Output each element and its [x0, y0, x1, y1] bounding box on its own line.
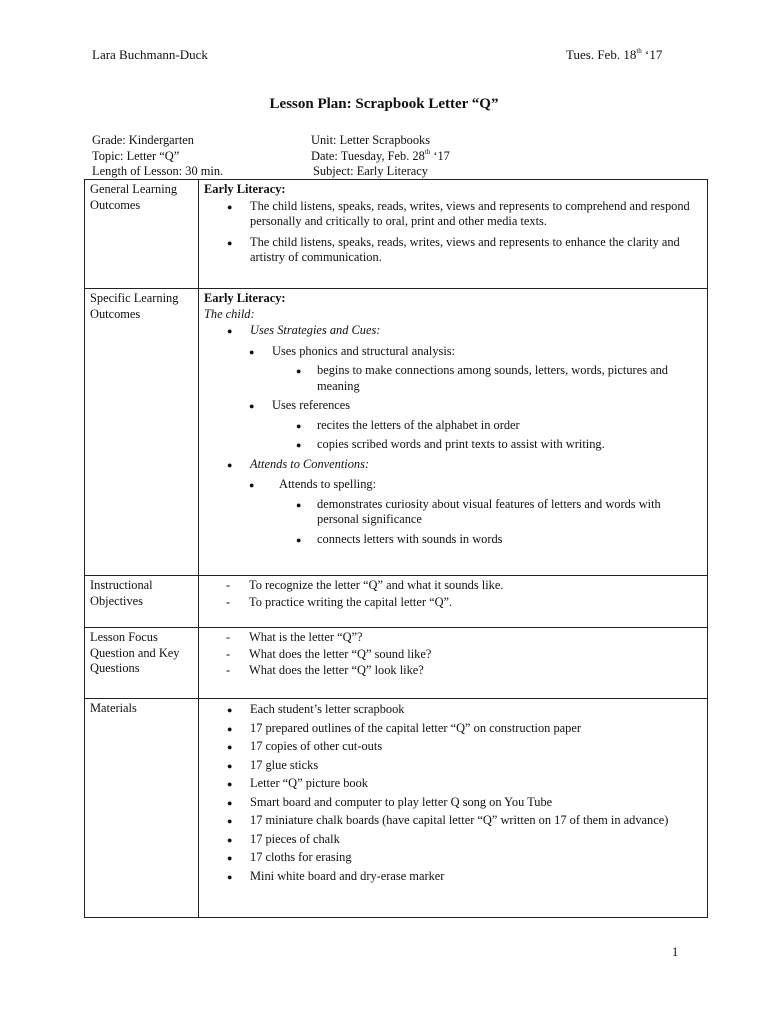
list-item: - To practice writing the capital letter “Q”.	[204, 595, 702, 611]
subject-info: Subject: Early Literacy	[313, 164, 428, 178]
specific-intro: The child:	[204, 306, 255, 321]
list-item: ● 17 copies of other cut-outs	[204, 739, 702, 755]
references-text: Uses references	[272, 398, 351, 412]
header-date-sup: th	[636, 46, 642, 55]
list-item: - What does the letter “Q” sound like?	[204, 647, 702, 663]
references-list	[204, 418, 702, 453]
general-outcomes-content	[199, 180, 708, 289]
list-item: ● Smart board and computer to play letter Q song on You Tube	[204, 795, 702, 811]
specific-outcomes-list	[204, 323, 702, 339]
list-item: ● 17 miniature chalk boards (have capital letter “Q” written on 17 of them in advance)	[204, 813, 702, 829]
length-info: Length of Lesson: 30 min.	[92, 164, 224, 178]
list-item	[204, 457, 702, 473]
list-item	[204, 477, 702, 493]
header-date-text: Tues. Feb. 18	[566, 47, 637, 62]
spelling-list	[204, 497, 702, 548]
grade-info: Grade: Kindergarten	[92, 133, 194, 147]
focus-content	[199, 628, 708, 699]
phonics-list	[204, 363, 702, 394]
list-item: - What does the letter “Q” look like?	[204, 663, 702, 679]
general-outcomes-label: General Learning Outcomes	[85, 180, 199, 289]
page-number: 1	[672, 945, 679, 959]
lesson-plan-table	[84, 179, 708, 918]
references-list-heading	[204, 398, 702, 414]
objectives-label: Instructional Objectives	[85, 576, 199, 628]
focus-row	[85, 628, 708, 699]
objectives-row	[85, 576, 708, 628]
objectives-content	[199, 576, 708, 628]
spelling-text: Attends to spelling:	[279, 477, 377, 491]
date-info-sup: th	[424, 147, 431, 156]
specific-outcomes-content	[199, 289, 708, 576]
focus-list	[204, 630, 702, 679]
page-title: Lesson Plan: Scrapbook Letter “Q”	[269, 96, 499, 112]
general-outcomes-row	[85, 180, 708, 289]
list-item: - To recognize the letter “Q” and what it sounds like.	[204, 578, 702, 594]
specific-outcomes-row	[85, 289, 708, 576]
materials-label: Materials	[85, 699, 199, 918]
list-item	[204, 398, 702, 414]
general-outcomes-list	[204, 199, 702, 266]
list-item: ● Each student’s letter scrapbook	[204, 702, 702, 718]
header-date-year: ‘17	[641, 47, 663, 62]
list-item: ● Mini white board and dry-erase marker	[204, 869, 702, 885]
materials-row	[85, 699, 708, 918]
strategies-list	[204, 344, 702, 360]
list-item: ● begins to make connections among sounds, letters, words, pictures and meaning	[204, 363, 702, 394]
specific-outcomes-label: Specific Learning Outcomes	[85, 289, 199, 576]
specific-heading: Early Literacy:	[204, 291, 286, 305]
materials-list	[204, 702, 702, 884]
general-heading: Early Literacy:	[204, 182, 286, 196]
topic-info: Topic: Letter “Q”	[92, 149, 180, 163]
strategies-heading: Uses Strategies and Cues:	[250, 323, 381, 337]
phonics-text: Uses phonics and structural analysis:	[272, 343, 456, 358]
conventions-list	[204, 457, 702, 473]
list-item: ● copies scribed words and print texts to assist with writing.	[204, 437, 702, 453]
materials-content	[199, 699, 708, 918]
date-info-text: Date: Tuesday, Feb. 28	[311, 149, 425, 163]
list-item: ● The child listens, speaks, reads, writes, views and represents to enhance the clarity and artistry of communication.	[204, 235, 702, 266]
date-info	[311, 149, 450, 165]
conventions-heading: Attends to Conventions:	[250, 456, 370, 471]
list-item: ● Letter “Q” picture book	[204, 776, 702, 792]
date-info-year: ‘17	[430, 149, 450, 163]
list-item: ● connects letters with sounds in words	[204, 532, 702, 548]
unit-info: Unit: Letter Scrapbooks	[311, 133, 431, 147]
list-item: ● 17 glue sticks	[204, 758, 702, 774]
objectives-list	[204, 578, 702, 610]
author-name: Lara Buchmann-Duck	[92, 47, 208, 62]
list-item: ● The child listens, speaks, reads, writes, views and represents to comprehend and respond personally and critically to oral, print and other media texts.	[204, 199, 702, 230]
spelling-list-heading	[204, 477, 702, 493]
list-item: ● 17 cloths for erasing	[204, 850, 702, 866]
list-item	[204, 323, 702, 339]
list-item: ● recites the letters of the alphabet in order	[204, 418, 702, 434]
list-item	[204, 344, 702, 360]
list-item: ● demonstrates curiosity about visual features of letters and words with personal significance	[204, 497, 702, 528]
focus-label: Lesson Focus Question and Key Questions	[85, 628, 199, 699]
header-date	[566, 47, 662, 63]
list-item: - What is the letter “Q”?	[204, 630, 702, 646]
list-item: ● 17 pieces of chalk	[204, 832, 702, 848]
list-item: ● 17 prepared outlines of the capital letter “Q” on construction paper	[204, 721, 702, 737]
